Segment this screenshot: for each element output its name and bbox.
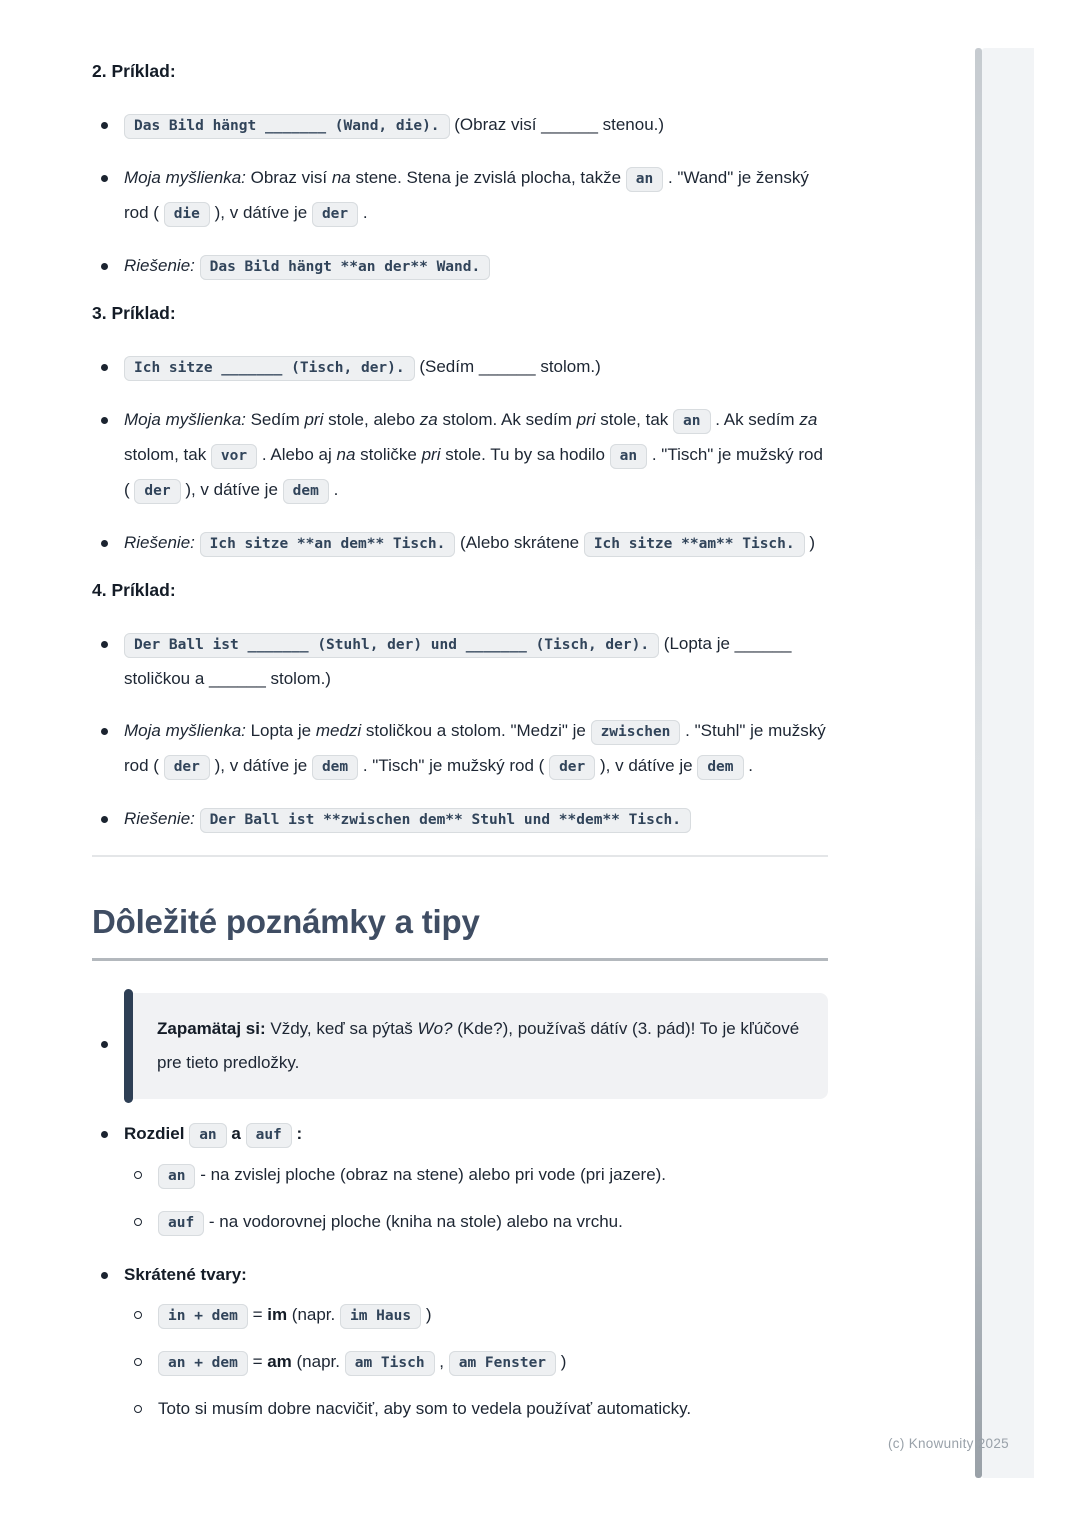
code-chip: Ich sitze _______ (Tisch, der). xyxy=(124,356,415,381)
code-chip: die xyxy=(164,202,210,227)
italic-text: pri xyxy=(576,410,596,429)
text-segment: (Kde?), používaš dátív (3. pád)! To je kľúčové pre tieto predložky. xyxy=(157,1019,800,1072)
text-segment: ) xyxy=(556,1352,567,1371)
text-segment: = xyxy=(247,1352,268,1371)
italic-text: Moja myšlienka: xyxy=(124,410,246,429)
text-segment: stole. Tu by sa hodilo xyxy=(440,445,610,464)
sub-list-item xyxy=(124,1392,828,1426)
sub-list-item xyxy=(124,1205,828,1240)
sub-list-item xyxy=(124,1298,828,1333)
code-chip: der xyxy=(164,755,210,780)
text-segment: . "Wand" je ženský rod ( xyxy=(124,168,809,222)
code-chip: im Haus xyxy=(340,1304,421,1329)
sub-bullet-list xyxy=(124,1158,828,1240)
text-segment xyxy=(195,809,200,828)
text-segment: (napr. xyxy=(291,1352,345,1371)
italic-text: pri xyxy=(421,445,441,464)
sub-bullet-list xyxy=(124,1298,828,1426)
text-segment: , xyxy=(434,1352,449,1371)
list-item xyxy=(92,627,828,696)
example-heading: 4. Príklad: xyxy=(92,580,176,600)
text-segment xyxy=(195,533,200,552)
bold-text: Skrátené tvary: xyxy=(124,1265,247,1284)
italic-text: Riešenie: xyxy=(124,256,195,275)
code-chip: zwischen xyxy=(591,720,681,745)
text-segment: ), v dátíve je xyxy=(595,756,698,775)
italic-text: Riešenie: xyxy=(124,533,195,552)
divider xyxy=(92,855,828,857)
text-segment: stolom. Ak sedím xyxy=(437,410,577,429)
list-item xyxy=(92,714,828,784)
text-segment: stoličkou a stolom. "Medzi" je xyxy=(361,721,591,740)
text-segment: Obraz visí xyxy=(245,168,332,187)
text-segment: (Obraz visí ______ stenou.) xyxy=(449,115,665,134)
bullet-list xyxy=(92,993,828,1099)
text-segment: stolom, tak xyxy=(124,445,211,464)
code-chip: der xyxy=(134,479,180,504)
text-segment: ), v dátíve je xyxy=(209,203,312,222)
bold-text: am xyxy=(267,1352,292,1371)
code-chip: an xyxy=(610,444,647,469)
italic-text: na xyxy=(331,168,351,187)
list-item xyxy=(92,161,828,231)
text-segment: (Lopta je ______ stoličkou a ______ stolom.) xyxy=(124,634,792,688)
italic-text: Wo? xyxy=(417,1019,453,1038)
bullet-list xyxy=(92,108,828,284)
code-chip: dem xyxy=(697,755,743,780)
code-chip: Das Bild hängt _______ (Wand, die). xyxy=(124,114,450,139)
section-title: Dôležité poznámky a tipy xyxy=(92,902,828,961)
text-segment: Vždy, keď sa pýtaš xyxy=(265,1019,418,1038)
code-chip: am Tisch xyxy=(345,1351,435,1376)
list-item xyxy=(92,802,828,837)
code-chip: auf xyxy=(246,1123,292,1148)
text-segment: Lopta je xyxy=(245,721,316,740)
code-chip: an xyxy=(189,1123,226,1148)
text-segment: ) xyxy=(804,533,816,552)
bold-text: a xyxy=(231,1124,241,1143)
code-chip: Der Ball ist _______ (Stuhl, der) und _______ (Tisch, der). xyxy=(124,633,659,658)
side-panel xyxy=(982,48,1034,1478)
text-segment: . xyxy=(328,480,339,499)
list-item xyxy=(92,403,828,508)
text-segment: ), v dátíve je xyxy=(209,756,312,775)
code-chip: an xyxy=(626,167,663,192)
sub-list-item xyxy=(124,1345,828,1380)
bold-text: : xyxy=(296,1124,303,1143)
text-segment: . xyxy=(358,203,368,222)
text-segment: . "Stuhl" je mužský rod ( xyxy=(124,721,826,775)
example-heading: 3. Príklad: xyxy=(92,303,176,323)
code-chip: Das Bild hängt **an der** Wand. xyxy=(200,255,491,280)
text-segment: stene. Stena je zvislá plocha, takže xyxy=(350,168,626,187)
code-chip: an + dem xyxy=(158,1351,248,1376)
code-chip: dem xyxy=(312,755,358,780)
example-heading: 2. Príklad: xyxy=(92,61,176,81)
list-item xyxy=(92,1258,828,1426)
code-chip: am Fenster xyxy=(449,1351,556,1376)
watermark-text: (c) Knowunity 2025 xyxy=(888,1436,1009,1451)
italic-text: Moja myšlienka: xyxy=(124,721,246,740)
list-item xyxy=(92,526,828,561)
text-segment: stole, tak xyxy=(595,410,674,429)
code-chip: auf xyxy=(158,1211,204,1236)
code-chip: Der Ball ist **zwischen dem** Stuhl und **dem** Tisch. xyxy=(200,808,691,833)
sub-list-item xyxy=(124,1158,828,1193)
scrollbar[interactable] xyxy=(975,48,982,1478)
text-segment xyxy=(195,256,200,275)
text-segment: Toto si musím dobre nacvičiť, aby som to vedela používať automaticky. xyxy=(158,1399,692,1418)
text-segment: - na zvislej ploche (obraz na stene) alebo pri vode (pri jazere). xyxy=(195,1165,667,1184)
italic-text: na xyxy=(336,445,356,464)
bullet-list xyxy=(92,1117,828,1426)
text-segment: = xyxy=(247,1305,268,1324)
text-segment: Sedím xyxy=(245,410,305,429)
list-item xyxy=(92,350,828,385)
text-segment: . "Tisch" je mužský rod ( xyxy=(124,445,823,499)
text-segment: ), v dátíve je xyxy=(180,480,283,499)
code-chip: in + dem xyxy=(158,1304,248,1329)
list-item xyxy=(92,108,828,143)
bullet-list xyxy=(92,627,828,837)
text-segment: ) xyxy=(421,1305,432,1324)
list-item xyxy=(92,993,828,1099)
code-chip: an xyxy=(158,1164,195,1189)
italic-text: medzi xyxy=(315,721,362,740)
text-segment: . Alebo aj xyxy=(257,445,337,464)
callout-accent-bar xyxy=(124,989,133,1103)
callout xyxy=(124,993,828,1099)
bullet-list xyxy=(92,350,828,561)
code-chip: an xyxy=(673,409,710,434)
italic-text: Moja myšlienka: xyxy=(124,168,246,187)
code-chip: dem xyxy=(283,479,329,504)
text-segment: stoličke xyxy=(355,445,422,464)
italic-text: za xyxy=(419,410,438,429)
italic-text: pri xyxy=(304,410,324,429)
text-segment: . Ak sedím xyxy=(710,410,800,429)
code-chip: Ich sitze **am** Tisch. xyxy=(584,532,805,557)
text-segment: stole, alebo xyxy=(323,410,420,429)
text-segment: . xyxy=(743,756,753,775)
bold-text: Zapamätaj si: xyxy=(157,1019,266,1038)
code-chip: vor xyxy=(211,444,257,469)
code-chip: der xyxy=(549,755,595,780)
list-item xyxy=(92,249,828,284)
bold-text: Rozdiel xyxy=(124,1124,185,1143)
callout-box xyxy=(133,993,828,1099)
code-chip: der xyxy=(312,202,358,227)
document-content xyxy=(92,60,828,1444)
text-segment: (Sedím ______ stolom.) xyxy=(414,357,601,376)
text-segment: - na vodorovnej ploche (kniha na stole) alebo na vrchu. xyxy=(204,1212,623,1231)
italic-text: Riešenie: xyxy=(124,809,195,828)
bold-text: im xyxy=(267,1305,288,1324)
text-segment: . "Tisch" je mužský rod ( xyxy=(358,756,550,775)
italic-text: za xyxy=(799,410,818,429)
code-chip: Ich sitze **an dem** Tisch. xyxy=(200,532,456,557)
list-item xyxy=(92,1117,828,1240)
text-segment xyxy=(241,1124,246,1143)
text-segment: (Alebo skrátene xyxy=(455,533,584,552)
text-segment: (napr. xyxy=(287,1305,340,1324)
